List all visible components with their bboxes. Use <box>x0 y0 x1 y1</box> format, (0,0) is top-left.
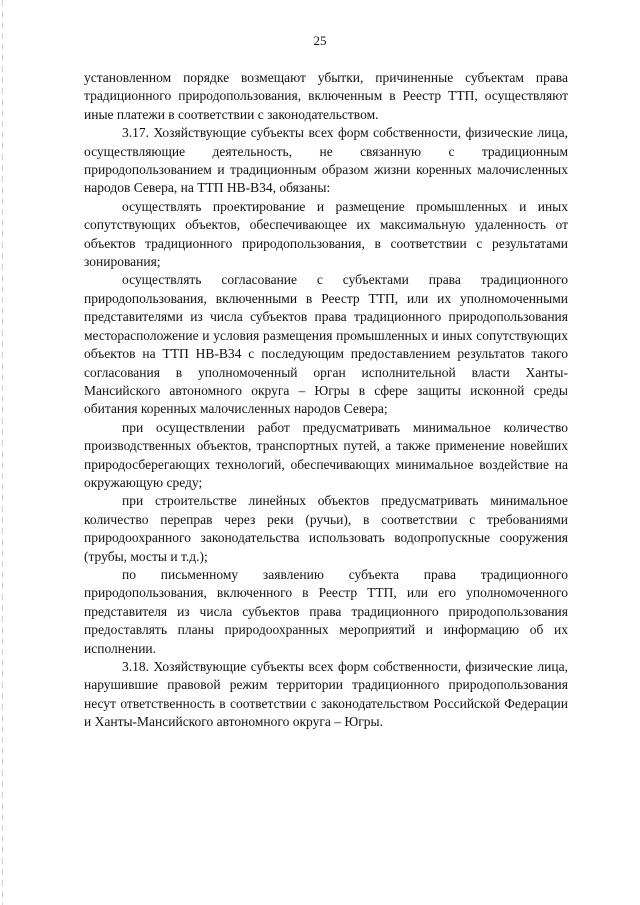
document-body <box>84 69 568 732</box>
obligation-coordination: осуществлять согласование с субъектами права традиционного природопользования, включенными в Реестр ТТП, или их уполномоченными представителями из числа субъектов права традиционного природопользования месторасположение и условия размещения промышленных и иных сопутствующих объектов на ТТП НВ-В34 с последующим предоставлением результатов такого согласования в уполномоченный орган исполнительной власти Ханты-Мансийского автономного округа – Югры в сфере защиты исконной среды обитания коренных малочисленных народов Севера; <box>84 272 568 417</box>
page-number: 25 <box>313 33 327 48</box>
obligation-design-placement: осуществлять проектирование и размещение промышленных и иных сопутствующих объектов, обеспечивающее их максимальную удаленность от объектов традиционного природопользования, в соответствии с результатами зонирования; <box>84 198 568 270</box>
clause-3-18: 3.18. Хозяйствующие субъекты всех форм собственности, физические лица, нарушившие правовой режим территории традиционного природопользования несут ответственность в соответствии с законодательством Российской Федерации и Ханты-Мансийского автономного округа – Югры. <box>84 659 568 730</box>
clause-3-17: 3.17. Хозяйствующие субъекты всех форм собственности, физические лица, осуществляющие деятельность, не связанную с традиционным природопользованием и традиционным образом жизни коренных малочисленных народов Севера, на ТТП НВ-В34, обязаны: <box>84 125 568 196</box>
obligation-minimal-impact: при осуществлении работ предусматривать минимальное количество производственных объектов, транспортных путей, а также применение новейших природосберегающих технологий, обеспечивающих минимальное воздействие на окружающую среду; <box>84 419 568 490</box>
paragraph-continuation: установленном порядке возмещают убытки, причиненные субъектам права традиционного природопользования, включенным в Реестр ТТП, осуществляют иные платежи в соответствии с законодательством. <box>84 70 568 122</box>
scan-edge-artifact <box>2 0 3 905</box>
obligation-provide-plans: по письменному заявлению субъекта права традиционного природопользования, включенного в Реестр ТТП, или его уполномоченного представителя из числа субъектов права традиционного природопользования предоставлять планы природоохранных мероприятий и информацию об их исполнении. <box>84 566 568 656</box>
obligation-linear-objects: при строительстве линейных объектов предусматривать минимальное количество переправ через реки (ручьи), в соответствии с требованиями природоохранного законодательства использовать водопропускные сооружения (трубы, мосты и т.д.); <box>84 493 568 564</box>
